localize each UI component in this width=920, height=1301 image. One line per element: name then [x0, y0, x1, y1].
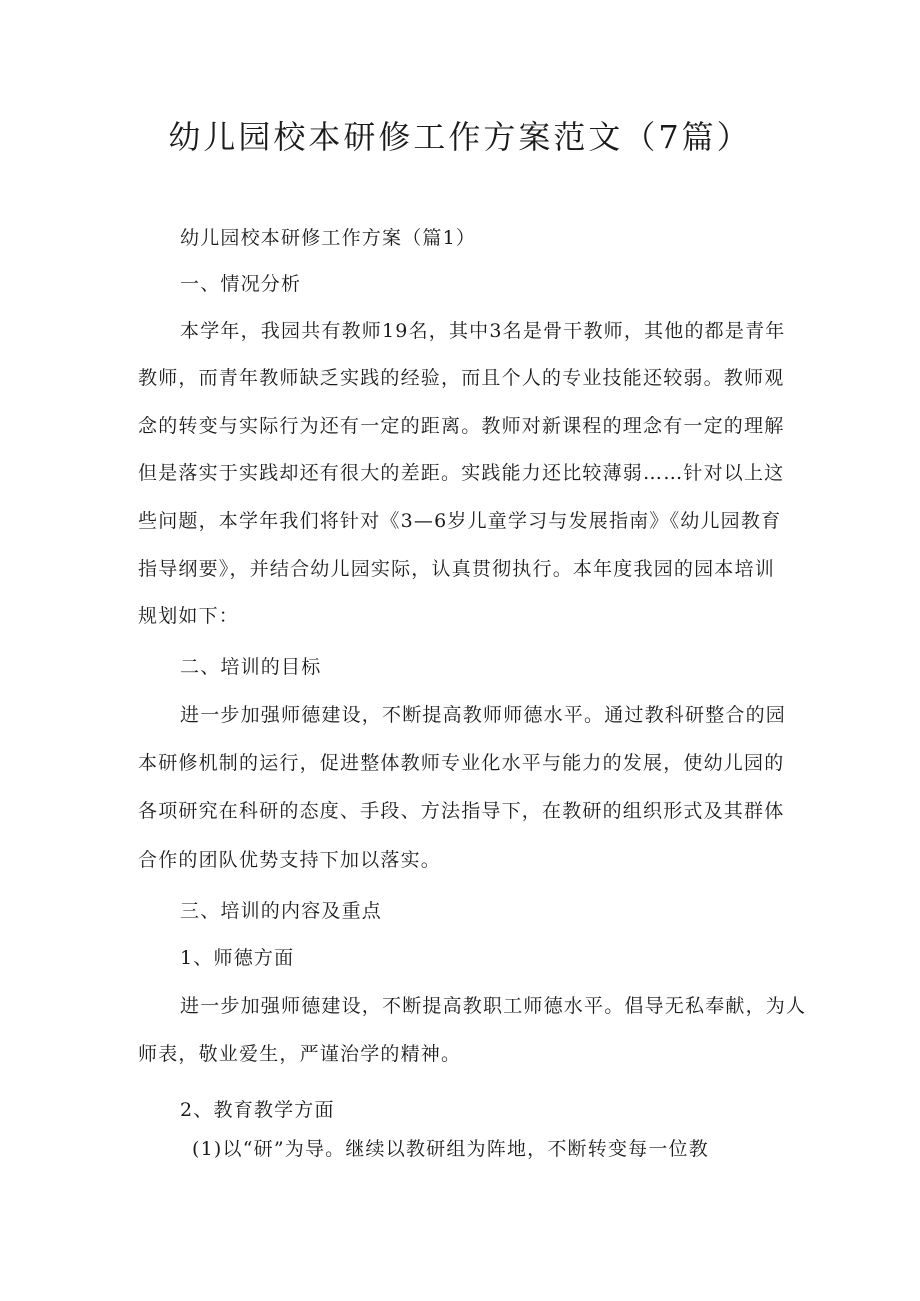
- paragraph-line: 念的转变与实际行为还有一定的距离。教师对新课程的理念有一定的理解: [138, 415, 785, 437]
- paragraph-line: 些问题，本学年我们将针对《3—6岁儿童学习与发展指南》《幼儿园教育: [138, 510, 782, 532]
- paragraph-line: 各项研究在科研的态度、手段、方法指导下，在教研的组织形式及其群体: [138, 800, 785, 822]
- list-item: (1)以“研”为导。继续以教研组为阵地，不断转变每一位教: [192, 1138, 709, 1160]
- section2-heading: 二、培训的目标: [180, 656, 322, 678]
- paragraph-line: 教师，而青年教师缺乏实践的经验，而且个人的专业技能还较弱。教师观: [138, 367, 785, 389]
- paragraph-line: 本学年，我园共有教师19名，其中3名是骨干教师，其他的都是青年: [180, 320, 786, 342]
- subsection1-heading: 1、师德方面: [180, 947, 295, 969]
- paragraph-line: 进一步加强师德建设，不断提高教职工师德水平。倡导无私奉献，为人: [180, 995, 807, 1017]
- paragraph-line: 合作的团队优势支持下加以落实。: [138, 849, 442, 871]
- section-subtitle: 幼儿园校本研修工作方案（篇1）: [180, 227, 477, 249]
- section1-heading: 一、情况分析: [180, 273, 302, 295]
- document-title: 幼儿园校本研修工作方案范文（7篇）: [168, 118, 752, 156]
- paragraph-line: 指导纲要》，并结合幼儿园实际，认真贯彻执行。本年度我园的园本培训: [138, 558, 775, 580]
- section3-heading: 三、培训的内容及重点: [180, 900, 383, 922]
- paragraph-line: 本研修机制的运行，促进整体教师专业化水平与能力的发展，使幼儿园的: [138, 752, 785, 774]
- paragraph-line: 师表，敬业爱生，严谨治学的精神。: [138, 1043, 462, 1065]
- subsection2-heading: 2、教育教学方面: [180, 1099, 335, 1121]
- paragraph-line: 规划如下：: [138, 605, 240, 627]
- paragraph-line: 但是落实于实践却还有很大的差距。实践能力还比较薄弱……针对以上这: [138, 462, 785, 484]
- paragraph-line: 进一步加强师德建设，不断提高教师师德水平。通过教科研整合的园: [180, 704, 787, 726]
